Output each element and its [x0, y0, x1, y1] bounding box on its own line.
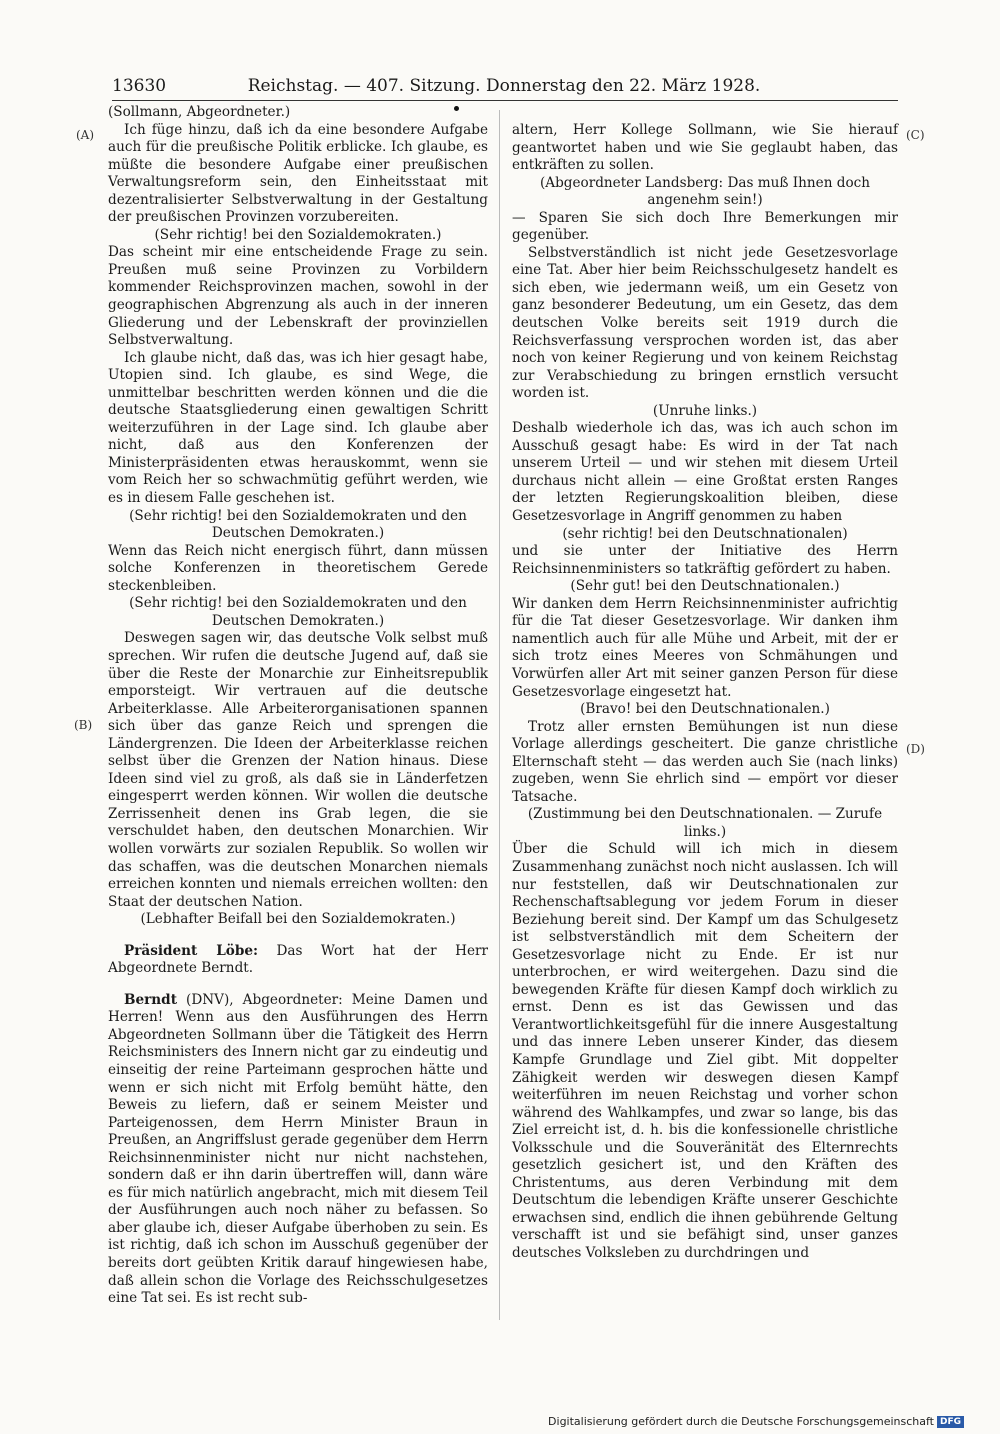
paragraph-text: Trotz aller ernsten Bemühungen ist nun diese Vorlage allerdings gescheitert. Die ganze christliche Elternschaft steht — das werden auch Sie (nach links) zugeben, wenn Sie ehrlich sind — empört vor dieser Tatsache.: [512, 718, 898, 805]
right-column-paragraph: [512, 420, 898, 525]
page-header: [112, 72, 896, 100]
dfg-logo: DFG: [937, 1416, 964, 1428]
left-column-paragraph: [108, 104, 488, 122]
right-column-paragraph: [512, 526, 898, 544]
speaker-name: Präsident Löbe:: [124, 942, 259, 959]
page-number: 13630: [112, 76, 167, 96]
paragraph-text: Wenn das Reich nicht energisch führt, dann müssen solche Konferenzen in theoretischem Gerede steckenbleiben.: [108, 542, 488, 594]
right-column-paragraph: [512, 578, 898, 596]
speaker-name: Berndt: [124, 991, 177, 1008]
left-column: [108, 104, 488, 1308]
left-column-paragraph: [108, 508, 488, 543]
paragraph-text: Das Wort hat der Herr Abgeordnete Berndt.: [108, 942, 488, 977]
left-column-paragraph: [108, 543, 488, 596]
margin-marker-d: (D): [906, 742, 925, 756]
paragraph-text: Selbstverständlich ist nicht jede Gesetzesvorlage eine Tat. Aber hier beim Reichsschulgesetz handelt es sich eben, wie jedermann weiß, um ein Gesetz von ganz besonderer Bedeutung, um ein Gesetz, das dem deutschen Volke bereits seit 1919 durch die Reichsverfassung versprochen worden ist, das aber noch von keiner Regierung und von keinem Reichstag zur Verabschiedung zu bringen ernstlich versucht worden ist.: [512, 244, 898, 402]
left-column-paragraph: [108, 992, 488, 1308]
paragraph-text: — Sparen Sie sich doch Ihre Bemerkungen mir gegenüber.: [512, 209, 898, 244]
paragraph-text: und sie unter der Initiative des Herrn Reichsinnenministers so tatkräftig gefördert zu haben.: [512, 543, 898, 577]
paragraph-text: (Sehr richtig! bei den Sozialdemokraten und den Deutschen Demokraten.): [129, 507, 467, 542]
left-column-paragraph: [108, 630, 488, 911]
right-column-paragraph: [512, 701, 898, 719]
footer-note-text: Digitalisierung gefördert durch die Deutsche Forschungsgemeinschaft: [548, 1415, 934, 1428]
paragraph-text: Deswegen sagen wir, das deutsche Volk selbst muß sprechen. Wir rufen die deutsche Jugend auf, daß sie über die Reste der Monarchie zur Einheitsrepublik emporsteigt. Wir vertrauen auf die deutsche Arbeiterklasse. Alle Arbeiterorganisationen spannen sich über das ganze Reich und sprengen die Ländergrenzen. Die Ideen der Arbeiterklasse reichen selbst über die Grenzen der Nation hinaus. Diese Ideen sind viel zu groß, als daß sie in Länderfetzen eingesperrt werden können. Wir wollen die deutsche Zerrissenheit denen ins Grab legen, die sie verschuldet haben, den deutschen Monarchien. Wir wollen vorwärts zur sozialen Republik. So wollen wir das schaffen, was die deutschen Monarchen niemals erreichen konnten und niemals erreichen wollten: den Staat der deutschen Nation.: [108, 630, 488, 910]
left-column-paragraph: [108, 122, 488, 227]
right-column-paragraph: [512, 245, 898, 403]
right-column-paragraph: [512, 122, 898, 175]
paragraph-text: (Sehr richtig! bei den Sozialdemokraten.): [154, 226, 442, 243]
paragraph-text: altern, Herr Kollege Sollmann, wie Sie hierauf geantwortet haben und wie Sie geglaubt haben, das entkräften zu sollen.: [512, 122, 898, 174]
right-column-paragraph: [512, 175, 898, 210]
paragraph-text: Deshalb wiederhole ich das, was ich auch schon im Ausschuß gesagt habe: Es wird in der Tat nach unserem Urteil — und wir stehen mit diesem Urteil durchaus nicht allein — eine Großtat ersten Ranges der letzten Regierungskoalition bleiben, diese Gesetzesvorlage in Angriff genommen zu haben: [512, 420, 898, 525]
paragraph-text: (DNV), Abgeordneter: Meine Damen und Herren! Wenn aus den Ausführungen des Herrn Abgeordneten Sollmann über die Tätigkeit des Herrn Reichsministers des Innern nicht gar zu eindeutig und einseitig der reine Parteimann gesprochen hätte und wenn er sich nicht mit Erfolg bemüht hätte, den Beweis zu liefern, daß er seinem Meister und Parteigenossen, dem Herrn Minister Braun in Preußen, an Angriffslust gerade gegenüber dem Herrn Reichsinnenminister nicht nur nicht nachstehen, sondern daß er ihn darin übertreffen will, dann wäre es für mich natürlich angebracht, mich mit diesem Teil der Ausführungen auch noch näher zu befassen. So aber glaube ich, dieser Aufgabe überhoben zu sein. Es ist richtig, daß ich schon im Ausschuß gegenüber der bereits dort geübten Kritik darauf hingewiesen habe, daß allein schon die Vorlage des Reichsschulgesetzes eine Tat sei. Es ist recht sub-: [108, 991, 488, 1307]
paragraph-text: (Bravo! bei den Deutschnationalen.): [580, 701, 830, 718]
paragraph-text: Das scheint mir eine entscheidende Frage zu sein. Preußen muß seine Provinzen zu Vorbildern kommender Reichsprovinzen machen, sowohl in der geographischen Abgrenzung als auch in der inneren Gliederung und der Lebenskraft der provinziellen Selbstverwaltung.: [108, 244, 488, 349]
paragraph-text: (Abgeordneter Landsberg: Das muß Ihnen doch angenehm sein!): [539, 174, 871, 209]
header-rule: [112, 100, 898, 101]
margin-marker-a: (A): [76, 128, 95, 142]
right-column-paragraph: [512, 403, 898, 421]
left-column-paragraph: [108, 227, 488, 245]
paragraph-text: (Zustimmung bei den Deutschnationalen. — Zurufe links.): [527, 806, 883, 840]
running-title: Reichstag. — 407. Sitzung. Donnerstag den 22. März 1928.: [247, 76, 761, 96]
right-column: [512, 122, 898, 1263]
left-column-paragraph: [108, 244, 488, 349]
paragraph-text: Ich füge hinzu, daß ich da eine besondere Aufgabe auch für die preußische Politik erblicke. Ich glaube, es müßte die besondere Aufgabe einer preußischen Verwaltungsreform sein, den Einheitsstaat mit dezentralisierter Selbstverwaltung in der Gestaltung der preußischen Provinzen vorzubereiten.: [108, 121, 488, 226]
right-column-paragraph: [512, 806, 898, 841]
margin-marker-b: (B): [74, 718, 93, 732]
right-column-paragraph: [512, 210, 898, 245]
paragraph-text: (Unruhe links.): [652, 402, 758, 419]
margin-marker-c: (C): [906, 128, 925, 142]
paragraph-text: (Lebhafter Beifall bei den Sozialdemokraten.): [140, 911, 456, 928]
paragraph-text: (Sehr gut! bei den Deutschnationalen.): [570, 578, 840, 595]
footer-funding-note: [548, 1415, 964, 1428]
paragraph-text: (sehr richtig! bei den Deutschnationalen): [562, 525, 848, 542]
right-column-paragraph: [512, 719, 898, 807]
paragraph-text: Über die Schuld will ich mich in diesem Zusammenhang zunächst noch nicht auslassen. Ich will nur feststellen, daß wir Deutschnationalen zur Rechenschaftsablegung vor jedem Forum in dieser Beziehung bereit sind. Der Kampf um das Schulgesetz ist selbstverständlich mit dem Scheitern der Gesetzesvorlage nicht zu Ende. Er ist nur unterbrochen, er wird weitergehen. Dazu sind die bewegenden Kräfte für diesen Kampf doch wirklich zu ernst. Denn es ist das Gewissen und das Verantwortlichkeitsgefühl für die innere Ausgestaltung und das innere Leben unserer Kinder, das diesem Kampfe Grundlage und Ziel gibt. Mit doppelter Zähigkeit werden wir deswegen diesen Kampf weiterführen im neuen Reichstag und vorher schon während des Wahlkampfes, und zwar so lange, bis das Ziel erreicht ist, d. h. bis die konfessionelle christliche Volksschule und die Souveränität des Elternrechts gesetzlich gesichert ist, und den Kräften des Christentums, aus deren Verbindung mit dem Deutschtum die lebendigen Kräfte unserer Geschichte erwachsen sind, endlich die ihnen gebührende Geltung verschafft ist und sie befähigt sind, unser ganzes deutsches Volksleben zu durchdringen und: [512, 841, 898, 1261]
left-column-paragraph: [108, 350, 488, 508]
right-column-paragraph: [512, 543, 898, 578]
column-divider: [499, 110, 500, 1320]
paragraph-text: Wir danken dem Herrn Reichsinnenminister aufrichtig für die Tat dieser Gesetzesvorlage. Wir danken ihm namentlich auch für alle Mühe und Arbeit, mit der er sich trotz eines Meeres von Schmähungen und Vorwürfen aller Art mit seiner ganzen Person für diese Gesetzesvorlage eingesetzt hat.: [512, 595, 898, 700]
right-column-paragraph: [512, 596, 898, 701]
right-column-paragraph: [512, 841, 898, 1262]
left-column-paragraph: [108, 595, 488, 630]
paragraph-text: Ich glaube nicht, daß das, was ich hier gesagt habe, Utopien sind. Ich glaube, es sind Wege, die unmittelbar beschritten werden können und die die deutsche Staatsgliederung einen gewaltigen Schritt weiterzuführen in der Lage sind. Ich glaube aber nicht, daß aus den Konferenzen der Ministerpräsidenten etwas herauskommt, wenn sie vom Reich her so schwachmütig geführt werden, wie es in diesem Falle geschehen ist.: [108, 349, 488, 507]
left-column-paragraph: [108, 911, 488, 929]
left-column-paragraph: [108, 943, 488, 978]
paragraph-text: (Sollmann, Abgeordneter.): [108, 104, 291, 120]
paragraph-text: (Sehr richtig! bei den Sozialdemokraten und den Deutschen Demokraten.): [129, 595, 467, 629]
